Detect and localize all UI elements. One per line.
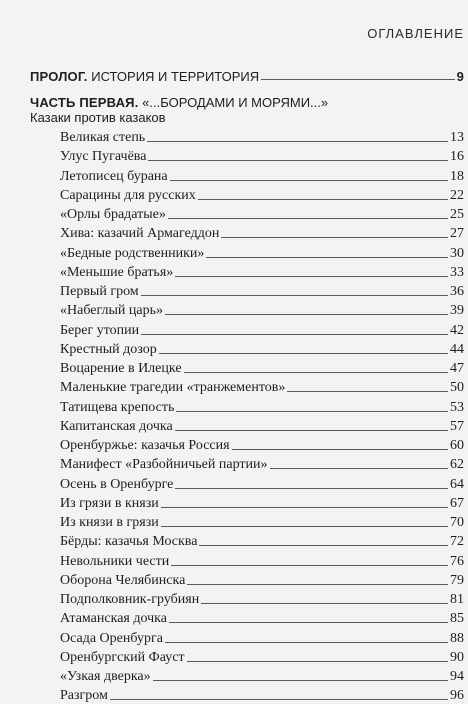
toc-entry-title xyxy=(30,69,259,84)
toc-entry[interactable] xyxy=(60,588,464,608)
dot-leader xyxy=(198,199,448,200)
toc-entry[interactable] xyxy=(60,357,464,377)
toc-entry[interactable] xyxy=(60,530,464,550)
part-title: «...БОРОДАМИ И МОРЯМИ...» xyxy=(142,95,329,110)
toc-page-number: 53 xyxy=(450,399,464,415)
toc-page-number: 60 xyxy=(450,438,464,453)
toc-entry-prologue[interactable] xyxy=(30,64,464,84)
dot-leader xyxy=(168,218,448,219)
dot-leader xyxy=(161,526,448,527)
toc-entry-title: Крестный дозор xyxy=(60,341,157,357)
dot-leader xyxy=(261,79,454,80)
toc-entry[interactable] xyxy=(60,299,464,319)
toc-entry-title: Первый гром xyxy=(60,284,139,299)
toc-entry[interactable] xyxy=(60,280,464,300)
dot-leader xyxy=(221,237,448,238)
toc-entry[interactable] xyxy=(60,203,464,223)
toc-page-number: 90 xyxy=(450,649,464,665)
dot-leader xyxy=(161,507,448,508)
toc-entry[interactable] xyxy=(60,492,464,512)
toc-entry[interactable] xyxy=(60,261,464,281)
prologue-title: ИСТОРИЯ И ТЕРРИТОРИЯ xyxy=(91,69,260,84)
toc-page-number: 88 xyxy=(450,630,464,646)
toc-entry-title: «Меньшие братья» xyxy=(60,264,174,280)
toc-page-number: 18 xyxy=(450,168,464,184)
toc-page-number: 36 xyxy=(450,284,464,299)
dot-leader xyxy=(287,391,448,392)
toc-entry-title: Великая степь xyxy=(60,130,146,145)
toc-section-heading: Казаки против казаков xyxy=(30,110,166,125)
toc-page-number: 70 xyxy=(450,515,464,530)
toc-page-number: 13 xyxy=(450,130,464,145)
toc-entry[interactable] xyxy=(60,569,464,589)
toc-entry[interactable] xyxy=(60,607,464,627)
toc-page-number: 16 xyxy=(450,149,464,165)
toc-entry-title: Подполковник-грубиян xyxy=(60,592,200,607)
prologue-label: ПРОЛОГ. xyxy=(30,69,88,84)
toc-page-number: 81 xyxy=(450,592,464,607)
dot-leader xyxy=(176,411,448,412)
toc-entry[interactable] xyxy=(60,222,464,242)
toc-entry-title: Улус Пугачёва xyxy=(60,149,147,165)
dot-leader xyxy=(232,449,448,450)
toc-entry-title: Осень в Оренбурге xyxy=(60,476,174,492)
toc-entry-title: Манифест «Разбойничьей партии» xyxy=(60,457,268,473)
part-label: ЧАСТЬ ПЕРВАЯ. xyxy=(30,95,139,110)
dot-leader xyxy=(187,584,448,585)
toc-page-number: 62 xyxy=(450,457,464,473)
dot-leader xyxy=(201,603,448,604)
toc-entry[interactable] xyxy=(60,665,464,685)
toc-entry[interactable] xyxy=(60,453,464,473)
dot-leader xyxy=(165,314,448,315)
toc-entry-title: Маленькие трагедии «транжементов» xyxy=(60,380,286,396)
toc-entry-title: «Узкая дверка» xyxy=(60,669,151,684)
toc-page-number: 27 xyxy=(450,226,464,242)
toc-entry-title: Берег утопии xyxy=(60,322,140,338)
dot-leader xyxy=(159,353,448,354)
toc-entry[interactable] xyxy=(60,415,464,435)
toc-entry-title: Летописец бурана xyxy=(60,168,168,184)
dot-leader xyxy=(147,141,448,142)
toc-entry-title: Разгром xyxy=(60,688,108,704)
toc-entry-title: Бёрды: казачья Москва xyxy=(60,534,198,550)
toc-entry[interactable] xyxy=(60,550,464,570)
dot-leader xyxy=(175,430,448,431)
toc-page-number: 76 xyxy=(450,553,464,569)
toc-entry-title: Сарацины для русских xyxy=(60,187,196,203)
toc-page-number: 39 xyxy=(450,303,464,319)
dot-leader xyxy=(153,680,448,681)
dot-leader xyxy=(148,160,448,161)
toc-entry-title: «Бедные родственники» xyxy=(60,245,205,261)
toc-entry-title: Невольники чести xyxy=(60,553,170,569)
dot-leader xyxy=(199,545,448,546)
dot-leader xyxy=(270,468,449,469)
toc-entry-title: Осада Оренбурга xyxy=(60,630,163,646)
toc-entry[interactable] xyxy=(60,338,464,358)
toc-entry-title: Капитанская дочка xyxy=(60,418,173,434)
toc-page-number: 9 xyxy=(456,69,464,84)
toc-entry[interactable] xyxy=(60,434,464,454)
toc-entry-title: Из грязи в князи xyxy=(60,495,159,511)
dot-leader xyxy=(175,488,448,489)
toc-entry[interactable] xyxy=(60,627,464,647)
toc-page-number: 30 xyxy=(450,245,464,261)
toc-entry[interactable] xyxy=(60,396,464,416)
dot-leader xyxy=(141,334,448,335)
toc-page-number: 85 xyxy=(450,611,464,627)
toc-page-number: 42 xyxy=(450,322,464,338)
toc-page-number: 47 xyxy=(450,361,464,376)
dot-leader xyxy=(187,661,448,662)
toc-entry[interactable] xyxy=(60,126,464,146)
toc-entry-title: Оренбургский Фауст xyxy=(60,649,185,665)
toc-entry-title: Оборона Челябинска xyxy=(60,572,186,588)
dot-leader xyxy=(141,295,448,296)
toc-page-number: 67 xyxy=(450,495,464,511)
dot-leader xyxy=(184,372,448,373)
toc-entry-title: Из князи в грязи xyxy=(60,515,159,530)
toc-page-number: 72 xyxy=(450,534,464,550)
toc-entry-title: Оренбуржье: казачья Россия xyxy=(60,438,230,453)
dot-leader xyxy=(206,257,448,258)
toc-page-number: 96 xyxy=(450,688,464,704)
toc-entry[interactable] xyxy=(60,473,464,493)
toc-page-number: 25 xyxy=(450,207,464,222)
dot-leader xyxy=(165,642,448,643)
toc-page-number: 50 xyxy=(450,380,464,396)
toc-page-number: 94 xyxy=(450,669,464,684)
dot-leader xyxy=(175,276,448,277)
dot-leader xyxy=(169,622,448,623)
toc-entry-title: Атаманская дочка xyxy=(60,611,167,627)
dot-leader xyxy=(171,565,448,566)
toc-entry[interactable] xyxy=(60,242,464,262)
toc-page-number: 57 xyxy=(450,418,464,434)
toc-entry[interactable] xyxy=(60,184,464,204)
toc-page-number: 64 xyxy=(450,476,464,492)
toc-entry-title: Воцарение в Илецке xyxy=(60,361,182,376)
toc-entry[interactable] xyxy=(60,376,464,396)
toc-page-number: 44 xyxy=(450,341,464,357)
toc-entry[interactable] xyxy=(60,684,464,704)
toc-entry-title: Татищева крепость xyxy=(60,399,175,415)
dot-leader xyxy=(170,180,448,181)
toc-entry[interactable] xyxy=(60,319,464,339)
toc-page-number: 79 xyxy=(450,572,464,588)
toc-part-heading xyxy=(30,95,328,110)
toc-entry-title: «Орлы брадатые» xyxy=(60,207,166,222)
toc-entry[interactable] xyxy=(60,145,464,165)
toc-entry-title: Хива: казачий Армагеддон xyxy=(60,226,220,242)
toc-entry-title: «Набеглый царь» xyxy=(60,303,163,319)
toc-page-number: 33 xyxy=(450,264,464,280)
toc-entry[interactable] xyxy=(60,511,464,531)
toc-entry[interactable] xyxy=(60,165,464,185)
toc-entry[interactable] xyxy=(60,646,464,666)
toc-page-number: 22 xyxy=(450,187,464,203)
page-header-title: ОГЛАВЛЕНИЕ xyxy=(367,26,464,41)
